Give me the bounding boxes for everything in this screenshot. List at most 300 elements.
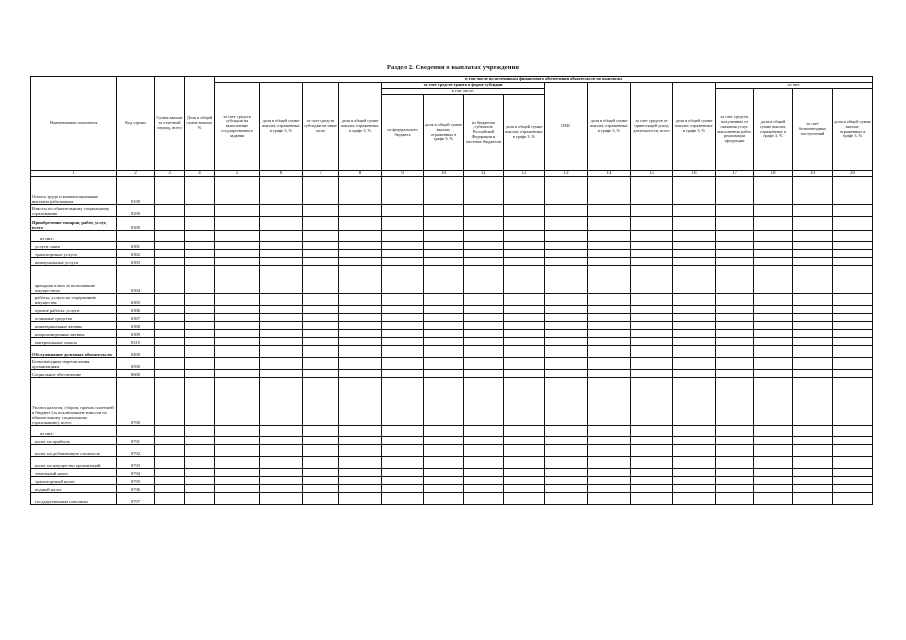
- value-cell[interactable]: [754, 266, 793, 294]
- value-cell[interactable]: [673, 322, 716, 330]
- value-cell[interactable]: [716, 493, 754, 505]
- value-cell[interactable]: [673, 217, 716, 231]
- value-cell[interactable]: [185, 477, 215, 485]
- value-cell[interactable]: [424, 266, 464, 294]
- value-cell[interactable]: [716, 177, 754, 205]
- value-cell[interactable]: [303, 358, 339, 370]
- value-cell[interactable]: [545, 370, 588, 378]
- value-cell[interactable]: [424, 378, 464, 426]
- value-cell[interactable]: [424, 437, 464, 445]
- value-cell[interactable]: [545, 493, 588, 505]
- value-cell[interactable]: [716, 485, 754, 493]
- value-cell[interactable]: [303, 266, 339, 294]
- value-cell[interactable]: [631, 258, 673, 266]
- value-cell[interactable]: [260, 242, 303, 250]
- value-cell[interactable]: [155, 294, 185, 306]
- value-cell[interactable]: [833, 322, 873, 330]
- value-cell[interactable]: [631, 338, 673, 346]
- value-cell[interactable]: [673, 437, 716, 445]
- value-cell[interactable]: [155, 426, 185, 437]
- value-cell[interactable]: [424, 250, 464, 258]
- value-cell[interactable]: [631, 217, 673, 231]
- value-cell[interactable]: [673, 242, 716, 250]
- value-cell[interactable]: [673, 231, 716, 242]
- value-cell[interactable]: [793, 258, 833, 266]
- value-cell[interactable]: [673, 250, 716, 258]
- value-cell[interactable]: [382, 177, 424, 205]
- value-cell[interactable]: [588, 242, 631, 250]
- value-cell[interactable]: [833, 469, 873, 477]
- value-cell[interactable]: [382, 358, 424, 370]
- value-cell[interactable]: [716, 370, 754, 378]
- value-cell[interactable]: [754, 358, 793, 370]
- value-cell[interactable]: [631, 477, 673, 485]
- value-cell[interactable]: [504, 426, 545, 437]
- value-cell[interactable]: [382, 217, 424, 231]
- value-cell[interactable]: [185, 294, 215, 306]
- value-cell[interactable]: [424, 346, 464, 358]
- value-cell[interactable]: [303, 330, 339, 338]
- value-cell[interactable]: [260, 217, 303, 231]
- value-cell[interactable]: [631, 330, 673, 338]
- value-cell[interactable]: [673, 370, 716, 378]
- value-cell[interactable]: [588, 469, 631, 477]
- value-cell[interactable]: [793, 338, 833, 346]
- value-cell[interactable]: [215, 314, 260, 322]
- value-cell[interactable]: [464, 258, 504, 266]
- value-cell[interactable]: [215, 445, 260, 457]
- value-cell[interactable]: [793, 437, 833, 445]
- value-cell[interactable]: [260, 294, 303, 306]
- value-cell[interactable]: [303, 177, 339, 205]
- value-cell[interactable]: [260, 445, 303, 457]
- value-cell[interactable]: [215, 231, 260, 242]
- value-cell[interactable]: [673, 346, 716, 358]
- value-cell[interactable]: [382, 469, 424, 477]
- value-cell[interactable]: [464, 217, 504, 231]
- value-cell[interactable]: [504, 217, 545, 231]
- value-cell[interactable]: [793, 358, 833, 370]
- value-cell[interactable]: [504, 314, 545, 322]
- value-cell[interactable]: [793, 457, 833, 469]
- value-cell[interactable]: [185, 457, 215, 469]
- value-cell[interactable]: [464, 370, 504, 378]
- value-cell[interactable]: [754, 346, 793, 358]
- value-cell[interactable]: [303, 322, 339, 330]
- value-cell[interactable]: [155, 177, 185, 205]
- value-cell[interactable]: [793, 231, 833, 242]
- value-cell[interactable]: [303, 437, 339, 445]
- value-cell[interactable]: [631, 266, 673, 294]
- value-cell[interactable]: [185, 205, 215, 217]
- value-cell[interactable]: [155, 477, 185, 485]
- value-cell[interactable]: [185, 370, 215, 378]
- value-cell[interactable]: [303, 258, 339, 266]
- value-cell[interactable]: [833, 437, 873, 445]
- value-cell[interactable]: [833, 485, 873, 493]
- value-cell[interactable]: [833, 493, 873, 505]
- value-cell[interactable]: [215, 205, 260, 217]
- value-cell[interactable]: [754, 231, 793, 242]
- value-cell[interactable]: [339, 330, 382, 338]
- value-cell[interactable]: [155, 485, 185, 493]
- value-cell[interactable]: [793, 493, 833, 505]
- value-cell[interactable]: [504, 477, 545, 485]
- value-cell[interactable]: [545, 306, 588, 314]
- value-cell[interactable]: [303, 294, 339, 306]
- value-cell[interactable]: [424, 493, 464, 505]
- value-cell[interactable]: [716, 306, 754, 314]
- value-cell[interactable]: [833, 358, 873, 370]
- value-cell[interactable]: [382, 294, 424, 306]
- value-cell[interactable]: [588, 378, 631, 426]
- value-cell[interactable]: [382, 437, 424, 445]
- value-cell[interactable]: [303, 306, 339, 314]
- value-cell[interactable]: [464, 294, 504, 306]
- value-cell[interactable]: [424, 370, 464, 378]
- value-cell[interactable]: [673, 477, 716, 485]
- value-cell[interactable]: [588, 250, 631, 258]
- value-cell[interactable]: [339, 445, 382, 457]
- value-cell[interactable]: [833, 330, 873, 338]
- value-cell[interactable]: [631, 306, 673, 314]
- value-cell[interactable]: [545, 378, 588, 426]
- value-cell[interactable]: [631, 322, 673, 330]
- value-cell[interactable]: [185, 314, 215, 322]
- value-cell[interactable]: [155, 358, 185, 370]
- value-cell[interactable]: [716, 242, 754, 250]
- value-cell[interactable]: [504, 378, 545, 426]
- value-cell[interactable]: [424, 177, 464, 205]
- value-cell[interactable]: [833, 242, 873, 250]
- value-cell[interactable]: [303, 231, 339, 242]
- value-cell[interactable]: [754, 306, 793, 314]
- value-cell[interactable]: [631, 445, 673, 457]
- value-cell[interactable]: [716, 250, 754, 258]
- value-cell[interactable]: [754, 370, 793, 378]
- value-cell[interactable]: [339, 378, 382, 426]
- value-cell[interactable]: [504, 493, 545, 505]
- value-cell[interactable]: [793, 346, 833, 358]
- value-cell[interactable]: [545, 445, 588, 457]
- value-cell[interactable]: [754, 330, 793, 338]
- value-cell[interactable]: [545, 322, 588, 330]
- value-cell[interactable]: [716, 294, 754, 306]
- value-cell[interactable]: [545, 231, 588, 242]
- value-cell[interactable]: [833, 445, 873, 457]
- value-cell[interactable]: [588, 294, 631, 306]
- value-cell[interactable]: [155, 469, 185, 477]
- value-cell[interactable]: [545, 217, 588, 231]
- value-cell[interactable]: [754, 445, 793, 457]
- value-cell[interactable]: [303, 314, 339, 322]
- value-cell[interactable]: [339, 477, 382, 485]
- value-cell[interactable]: [424, 330, 464, 338]
- value-cell[interactable]: [793, 217, 833, 231]
- value-cell[interactable]: [504, 330, 545, 338]
- value-cell[interactable]: [545, 294, 588, 306]
- value-cell[interactable]: [504, 370, 545, 378]
- value-cell[interactable]: [382, 457, 424, 469]
- value-cell[interactable]: [155, 242, 185, 250]
- value-cell[interactable]: [545, 485, 588, 493]
- value-cell[interactable]: [673, 306, 716, 314]
- value-cell[interactable]: [339, 205, 382, 217]
- value-cell[interactable]: [504, 469, 545, 477]
- value-cell[interactable]: [155, 258, 185, 266]
- value-cell[interactable]: [339, 426, 382, 437]
- value-cell[interactable]: [716, 314, 754, 322]
- value-cell[interactable]: [339, 457, 382, 469]
- value-cell[interactable]: [833, 346, 873, 358]
- value-cell[interactable]: [754, 217, 793, 231]
- value-cell[interactable]: [504, 306, 545, 314]
- value-cell[interactable]: [754, 378, 793, 426]
- value-cell[interactable]: [464, 346, 504, 358]
- value-cell[interactable]: [793, 426, 833, 437]
- value-cell[interactable]: [504, 485, 545, 493]
- value-cell[interactable]: [545, 250, 588, 258]
- value-cell[interactable]: [382, 322, 424, 330]
- value-cell[interactable]: [382, 205, 424, 217]
- value-cell[interactable]: [545, 205, 588, 217]
- value-cell[interactable]: [464, 266, 504, 294]
- value-cell[interactable]: [716, 437, 754, 445]
- value-cell[interactable]: [545, 457, 588, 469]
- value-cell[interactable]: [833, 231, 873, 242]
- value-cell[interactable]: [185, 358, 215, 370]
- value-cell[interactable]: [303, 445, 339, 457]
- value-cell[interactable]: [464, 493, 504, 505]
- value-cell[interactable]: [833, 457, 873, 469]
- value-cell[interactable]: [260, 322, 303, 330]
- value-cell[interactable]: [260, 457, 303, 469]
- value-cell[interactable]: [382, 477, 424, 485]
- value-cell[interactable]: [303, 338, 339, 346]
- value-cell[interactable]: [155, 314, 185, 322]
- value-cell[interactable]: [215, 217, 260, 231]
- value-cell[interactable]: [545, 477, 588, 485]
- value-cell[interactable]: [339, 294, 382, 306]
- value-cell[interactable]: [754, 485, 793, 493]
- value-cell[interactable]: [303, 242, 339, 250]
- value-cell[interactable]: [588, 370, 631, 378]
- value-cell[interactable]: [424, 314, 464, 322]
- value-cell[interactable]: [185, 426, 215, 437]
- value-cell[interactable]: [382, 330, 424, 338]
- value-cell[interactable]: [504, 250, 545, 258]
- value-cell[interactable]: [833, 266, 873, 294]
- value-cell[interactable]: [716, 346, 754, 358]
- value-cell[interactable]: [339, 314, 382, 322]
- value-cell[interactable]: [716, 266, 754, 294]
- value-cell[interactable]: [631, 437, 673, 445]
- value-cell[interactable]: [424, 485, 464, 493]
- value-cell[interactable]: [588, 205, 631, 217]
- value-cell[interactable]: [464, 205, 504, 217]
- value-cell[interactable]: [545, 314, 588, 322]
- value-cell[interactable]: [382, 258, 424, 266]
- value-cell[interactable]: [424, 306, 464, 314]
- value-cell[interactable]: [339, 217, 382, 231]
- value-cell[interactable]: [673, 338, 716, 346]
- value-cell[interactable]: [339, 493, 382, 505]
- value-cell[interactable]: [793, 469, 833, 477]
- value-cell[interactable]: [673, 493, 716, 505]
- value-cell[interactable]: [673, 469, 716, 477]
- value-cell[interactable]: [716, 457, 754, 469]
- value-cell[interactable]: [588, 314, 631, 322]
- value-cell[interactable]: [464, 338, 504, 346]
- value-cell[interactable]: [215, 493, 260, 505]
- value-cell[interactable]: [545, 330, 588, 338]
- value-cell[interactable]: [588, 338, 631, 346]
- value-cell[interactable]: [833, 378, 873, 426]
- value-cell[interactable]: [424, 205, 464, 217]
- value-cell[interactable]: [215, 346, 260, 358]
- value-cell[interactable]: [793, 306, 833, 314]
- value-cell[interactable]: [504, 457, 545, 469]
- value-cell[interactable]: [464, 485, 504, 493]
- value-cell[interactable]: [716, 378, 754, 426]
- value-cell[interactable]: [464, 306, 504, 314]
- value-cell[interactable]: [588, 358, 631, 370]
- value-cell[interactable]: [754, 322, 793, 330]
- value-cell[interactable]: [588, 266, 631, 294]
- value-cell[interactable]: [545, 266, 588, 294]
- value-cell[interactable]: [260, 231, 303, 242]
- value-cell[interactable]: [588, 457, 631, 469]
- value-cell[interactable]: [754, 205, 793, 217]
- value-cell[interactable]: [303, 346, 339, 358]
- value-cell[interactable]: [793, 485, 833, 493]
- value-cell[interactable]: [424, 338, 464, 346]
- value-cell[interactable]: [260, 469, 303, 477]
- value-cell[interactable]: [424, 469, 464, 477]
- value-cell[interactable]: [185, 231, 215, 242]
- value-cell[interactable]: [382, 426, 424, 437]
- value-cell[interactable]: [504, 242, 545, 250]
- value-cell[interactable]: [504, 338, 545, 346]
- value-cell[interactable]: [673, 426, 716, 437]
- value-cell[interactable]: [504, 177, 545, 205]
- value-cell[interactable]: [588, 437, 631, 445]
- value-cell[interactable]: [673, 485, 716, 493]
- value-cell[interactable]: [833, 426, 873, 437]
- value-cell[interactable]: [673, 294, 716, 306]
- value-cell[interactable]: [504, 205, 545, 217]
- value-cell[interactable]: [303, 485, 339, 493]
- value-cell[interactable]: [185, 437, 215, 445]
- value-cell[interactable]: [716, 231, 754, 242]
- value-cell[interactable]: [588, 322, 631, 330]
- value-cell[interactable]: [833, 370, 873, 378]
- value-cell[interactable]: [504, 294, 545, 306]
- value-cell[interactable]: [833, 177, 873, 205]
- value-cell[interactable]: [260, 250, 303, 258]
- value-cell[interactable]: [215, 457, 260, 469]
- value-cell[interactable]: [260, 177, 303, 205]
- value-cell[interactable]: [631, 370, 673, 378]
- value-cell[interactable]: [155, 306, 185, 314]
- value-cell[interactable]: [424, 231, 464, 242]
- value-cell[interactable]: [631, 242, 673, 250]
- value-cell[interactable]: [504, 437, 545, 445]
- value-cell[interactable]: [215, 370, 260, 378]
- value-cell[interactable]: [185, 322, 215, 330]
- value-cell[interactable]: [382, 485, 424, 493]
- value-cell[interactable]: [504, 266, 545, 294]
- value-cell[interactable]: [260, 477, 303, 485]
- value-cell[interactable]: [754, 426, 793, 437]
- value-cell[interactable]: [716, 358, 754, 370]
- value-cell[interactable]: [716, 426, 754, 437]
- value-cell[interactable]: [833, 205, 873, 217]
- value-cell[interactable]: [215, 477, 260, 485]
- value-cell[interactable]: [382, 306, 424, 314]
- value-cell[interactable]: [754, 437, 793, 445]
- value-cell[interactable]: [545, 258, 588, 266]
- value-cell[interactable]: [793, 177, 833, 205]
- value-cell[interactable]: [185, 266, 215, 294]
- value-cell[interactable]: [464, 330, 504, 338]
- value-cell[interactable]: [793, 378, 833, 426]
- value-cell[interactable]: [260, 330, 303, 338]
- value-cell[interactable]: [673, 445, 716, 457]
- value-cell[interactable]: [716, 205, 754, 217]
- value-cell[interactable]: [185, 346, 215, 358]
- value-cell[interactable]: [793, 250, 833, 258]
- value-cell[interactable]: [260, 306, 303, 314]
- value-cell[interactable]: [185, 306, 215, 314]
- value-cell[interactable]: [673, 330, 716, 338]
- value-cell[interactable]: [155, 330, 185, 338]
- value-cell[interactable]: [631, 457, 673, 469]
- value-cell[interactable]: [631, 469, 673, 477]
- value-cell[interactable]: [631, 426, 673, 437]
- value-cell[interactable]: [424, 477, 464, 485]
- value-cell[interactable]: [382, 370, 424, 378]
- value-cell[interactable]: [754, 242, 793, 250]
- value-cell[interactable]: [464, 314, 504, 322]
- value-cell[interactable]: [382, 242, 424, 250]
- value-cell[interactable]: [588, 426, 631, 437]
- value-cell[interactable]: [588, 330, 631, 338]
- value-cell[interactable]: [833, 338, 873, 346]
- value-cell[interactable]: [545, 437, 588, 445]
- value-cell[interactable]: [185, 378, 215, 426]
- value-cell[interactable]: [588, 231, 631, 242]
- value-cell[interactable]: [631, 378, 673, 426]
- value-cell[interactable]: [545, 426, 588, 437]
- value-cell[interactable]: [155, 231, 185, 242]
- value-cell[interactable]: [155, 205, 185, 217]
- value-cell[interactable]: [588, 258, 631, 266]
- value-cell[interactable]: [631, 485, 673, 493]
- value-cell[interactable]: [631, 250, 673, 258]
- value-cell[interactable]: [716, 330, 754, 338]
- value-cell[interactable]: [545, 346, 588, 358]
- value-cell[interactable]: [833, 306, 873, 314]
- value-cell[interactable]: [215, 242, 260, 250]
- value-cell[interactable]: [504, 445, 545, 457]
- value-cell[interactable]: [260, 437, 303, 445]
- value-cell[interactable]: [303, 477, 339, 485]
- value-cell[interactable]: [339, 346, 382, 358]
- value-cell[interactable]: [215, 338, 260, 346]
- value-cell[interactable]: [303, 493, 339, 505]
- value-cell[interactable]: [155, 457, 185, 469]
